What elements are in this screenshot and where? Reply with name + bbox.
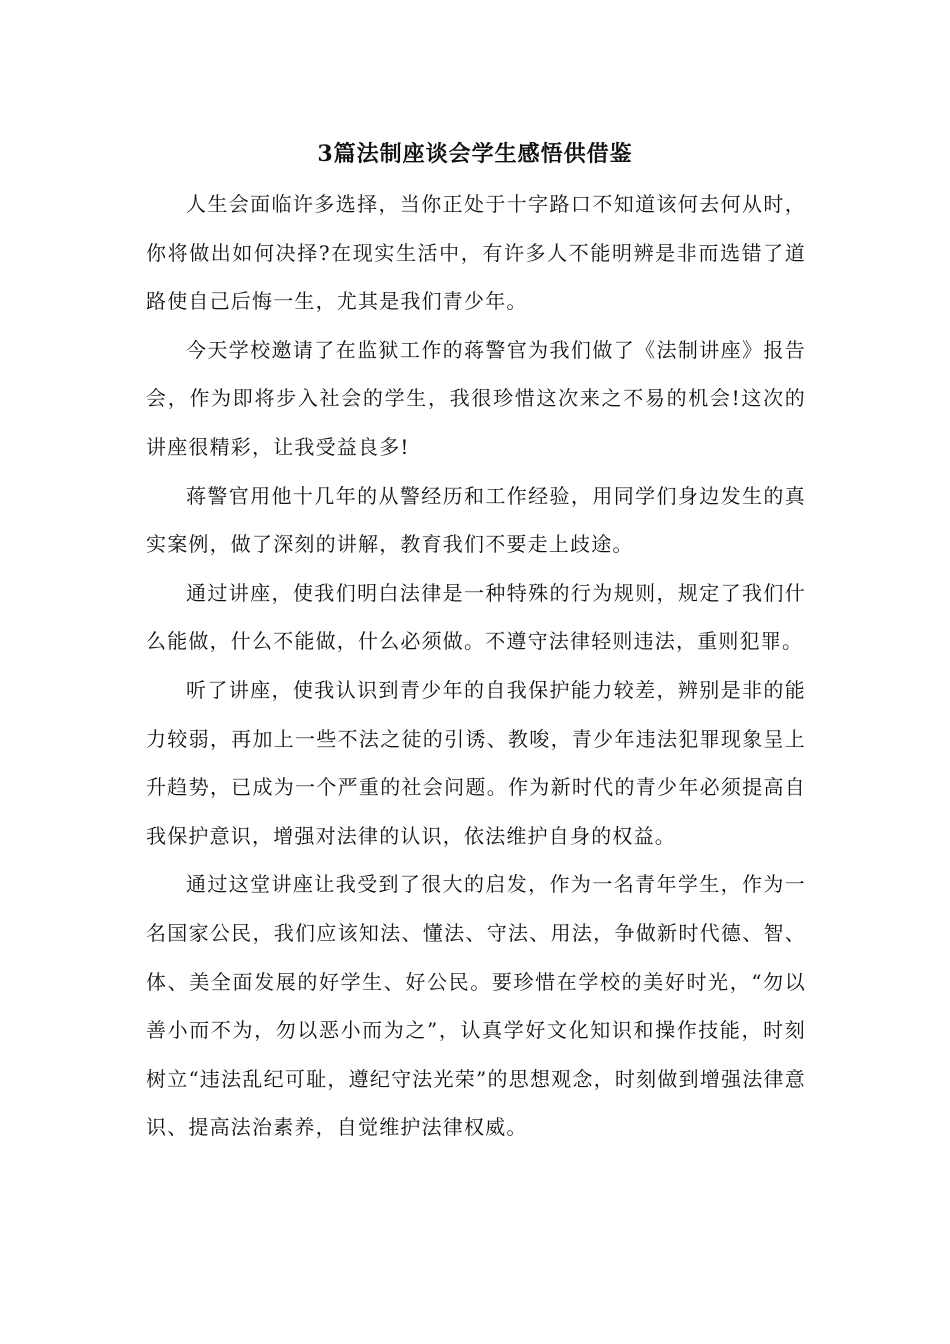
- paragraph-6: 通过这堂讲座让我受到了很大的启发，作为一名青年学生，作为一名国家公民，我们应该知法、懂法、守法、用法，争做新时代德、智、体、美全面发展的好学生、好公民。要珍惜在学校的美好时光，“勿以善小而不为，勿以恶小而为之”，认真学好文化知识和操作技能，时刻树立“违法乱纪可耻，遵纪守法光荣”的思想观念，时刻做到增强法律意识、提高法治素养，自觉维护法律权威。: [146, 872, 806, 1140]
- paragraph-3: 蒋警官用他十几年的从警经历和工作经验，用同学们身边发生的真实案例，做了深刻的讲解，教育我们不要走上歧途。: [146, 483, 806, 557]
- paragraph-4: 通过讲座，使我们明白法律是一种特殊的行为规则，规定了我们什么能做，什么不能做，什么必须做。不遵守法律轻则违法，重则犯罪。: [146, 580, 806, 654]
- paragraph-1: 人生会面临许多选择，当你正处于十字路口不知道该何去何从时，你将做出如何决择?在现实生活中，有许多人不能明辨是非而选错了道路使自己后悔一生，尤其是我们青少年。: [146, 192, 806, 314]
- document-title: 3篇法制座谈会学生感悟供借鉴: [317, 141, 633, 167]
- paragraph-5: 听了讲座，使我认识到青少年的自我保护能力较差，辨别是非的能力较弱，再加上一些不法之徒的引诱、教唆，青少年违法犯罪现象呈上升趋势，已成为一个严重的社会问题。作为新时代的青少年必须提高自我保护意识，增强对法律的认识，依法维护自身的权益。: [146, 677, 806, 848]
- document-body: [146, 180, 806, 1152]
- paragraph-2: 今天学校邀请了在监狱工作的蒋警官为我们做了《法制讲座》报告会，作为即将步入社会的学生，我很珍惜这次来之不易的机会!这次的讲座很精彩，让我受益良多!: [146, 337, 806, 459]
